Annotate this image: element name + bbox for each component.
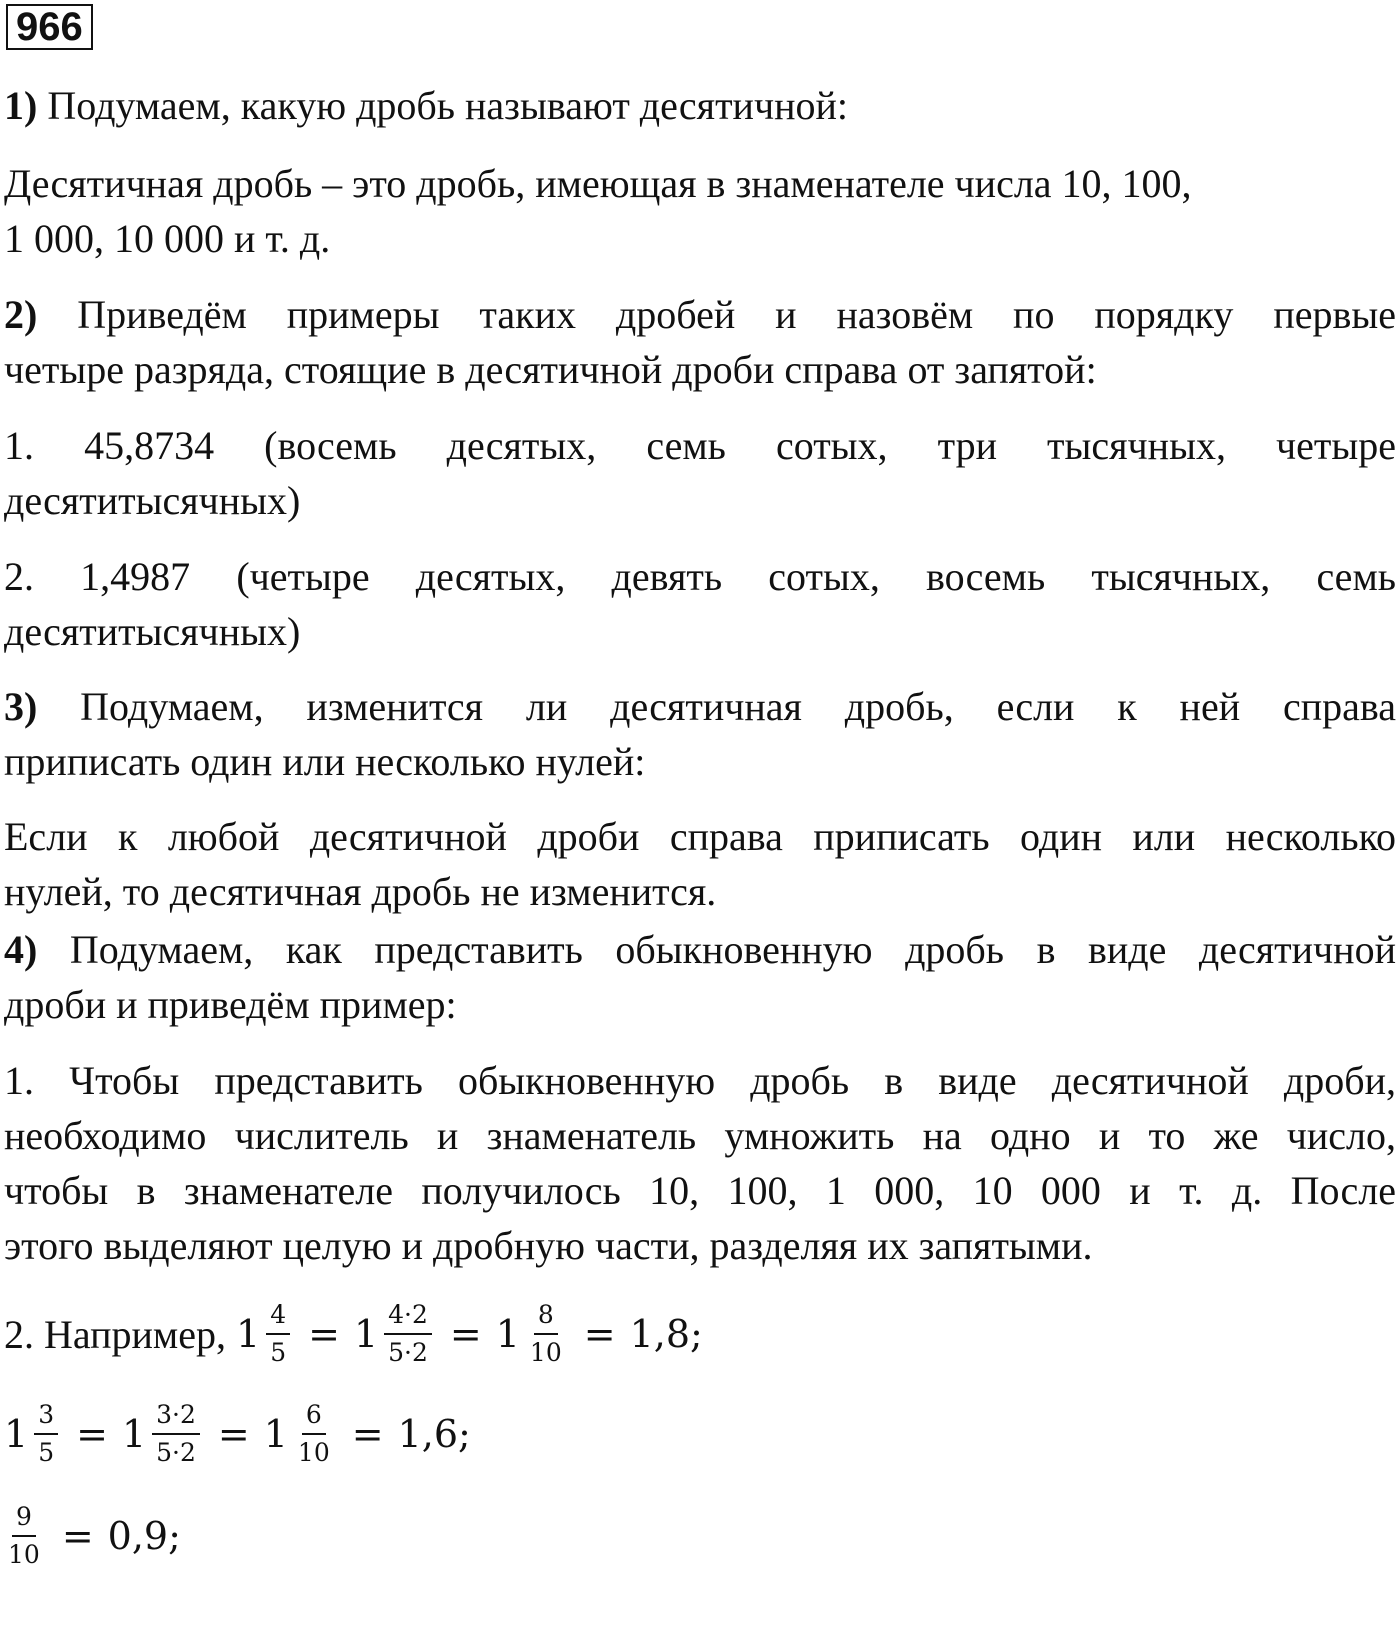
section-1-question	[4, 78, 1396, 133]
eq1-whole-2: 1	[353, 1312, 379, 1356]
section-2-example-2-line-2: десятитысячных)	[4, 609, 301, 654]
section-4-rule-line-1: 1. Чтобы представить обыкновенную дробь в виде десятичной дроби,	[4, 1058, 1396, 1103]
eq2-whole-1: 1	[4, 1412, 29, 1456]
section-2-example-2-line-1: 2. 1,4987 (четыре десятых, девять сотых, восемь тысячных, семь	[4, 554, 1396, 599]
section-4-question	[4, 922, 1396, 1032]
section-3-number: 3)	[4, 684, 38, 729]
eq2-result: 1,6;	[397, 1412, 471, 1456]
section-2-example-1-line-2: десятитысячных)	[4, 478, 301, 523]
section-1-answer-line-2: 1 000, 10 000 и т. д.	[4, 216, 331, 261]
section-1-answer-line-1: Десятичная дробь – это дробь, имеющая в знаменателе числа 10, 100,	[4, 161, 1192, 206]
section-3-answer	[4, 809, 1396, 919]
equation-1	[4, 1292, 703, 1376]
eq1-fraction-1: $\frac{4}{5}$	[266, 1300, 290, 1368]
task-number-box: 966	[6, 4, 93, 50]
eq1-equals-1: =	[308, 1312, 340, 1356]
eq3-fraction-1: $\frac{9}{10}$	[8, 1502, 40, 1569]
eq2-equals-1: =	[76, 1412, 108, 1456]
eq3-result: 0,9;	[107, 1514, 181, 1558]
section-1-answer	[4, 156, 1396, 266]
section-3-question-text: Подумаем, изменится ли десятичная дробь, если к ней справа	[37, 684, 1396, 729]
section-4-rule	[4, 1053, 1396, 1273]
section-3-answer-line-1: Если к любой десятичной дроби справа приписать один или несколько	[4, 814, 1396, 859]
section-1-number: 1)	[4, 83, 38, 128]
eq2-fraction-3: $\frac{6}{10}$	[297, 1400, 330, 1467]
section-2-example-2	[4, 549, 1396, 659]
eq2-fraction-2: $\frac{3\cdot 2}{5\cdot 2}$	[152, 1400, 200, 1468]
section-4-question-text: Подумаем, как представить обыкновенную дробь в виде десятичной	[37, 927, 1396, 972]
eq2-equals-2: =	[217, 1412, 250, 1456]
eq3-equals-1: =	[61, 1514, 94, 1558]
section-4-question-line-2: дроби и приведём пример:	[4, 982, 457, 1027]
section-1-question-text: Подумаем, какую дробь называют десятичной:	[37, 83, 848, 128]
equation-2	[4, 1392, 471, 1476]
eq1-fraction-2: $\frac{4\cdot 2}{5\cdot 2}$	[384, 1300, 432, 1368]
example-prefix: 2. Например,	[4, 1311, 226, 1357]
section-2-question-line-2: четыре разряда, стоящие в десятичной дроби справа от запятой:	[4, 347, 1097, 392]
eq2-fraction-1: $\frac{3}{5}$	[34, 1400, 58, 1468]
eq2-equals-3: =	[351, 1412, 384, 1456]
eq1-equals-2: =	[449, 1312, 482, 1356]
eq1-equals-3: =	[583, 1312, 616, 1356]
section-2-question	[4, 287, 1396, 397]
section-2-question-text: Приведём примеры таких дробей и назовём по порядку первые	[37, 292, 1396, 337]
section-4-rule-line-3: чтобы в знаменателе получилось 10, 100, 1 000, 10 000 и т. д. После	[4, 1168, 1396, 1213]
eq1-whole-3: 1	[495, 1312, 520, 1356]
section-2-example-1-line-1: 1. 45,8734 (восемь десятых, семь сотых, три тысячных, четыре	[4, 423, 1396, 468]
section-2-number: 2)	[4, 292, 38, 337]
eq1-whole-1: 1	[236, 1312, 261, 1356]
section-3-answer-line-2: нулей, то десятичная дробь не изменится.	[4, 869, 717, 914]
eq1-result: 1,8;	[629, 1312, 703, 1356]
section-3-question	[4, 679, 1396, 789]
section-2-example-1	[4, 418, 1396, 528]
section-4-rule-line-2: необходимо числитель и знаменатель умножить на одно и то же число,	[4, 1113, 1396, 1158]
section-3-question-line-2: приписать один или несколько нулей:	[4, 739, 646, 784]
section-4-number: 4)	[4, 927, 38, 972]
eq2-whole-3: 1	[263, 1412, 288, 1456]
eq1-fraction-3: $\frac{8}{10}$	[529, 1300, 562, 1367]
eq2-whole-2: 1	[121, 1412, 147, 1456]
section-4-rule-line-4: этого выделяют целую и дробную части, разделяя их запятыми.	[4, 1223, 1093, 1268]
equation-3	[4, 1494, 181, 1578]
